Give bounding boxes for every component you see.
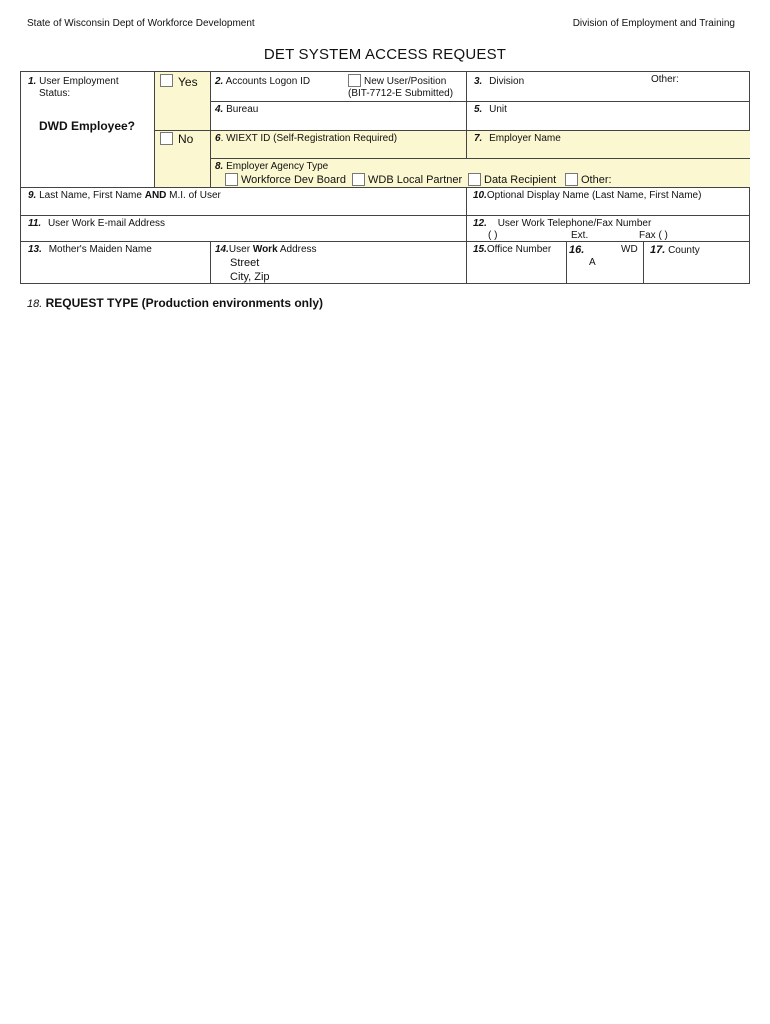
wdb-label: Workforce Dev Board (241, 174, 346, 186)
data-recipient-checkbox[interactable] (468, 173, 481, 186)
dwd-employee-question: DWD Employee? (39, 119, 136, 133)
header-agency: State of Wisconsin Dept of Workforce Development (27, 18, 255, 29)
section-18-heading: 18. REQUEST TYPE (Production environments only) (27, 296, 323, 310)
division-other-label: Other: (651, 74, 679, 85)
divider (210, 158, 750, 159)
new-user-label: New User/Position (364, 76, 447, 87)
divider (21, 215, 750, 216)
field-5-label: 5. Unit (474, 104, 507, 115)
phone-ext-label: Ext. (571, 230, 589, 241)
header-division: Division of Employment and Training (572, 18, 735, 29)
agency-other-checkbox[interactable] (565, 173, 578, 186)
field-1-label: 1. User Employment Status: (28, 76, 119, 99)
divider (466, 187, 467, 284)
wdb-checkbox[interactable] (225, 173, 238, 186)
agency-other-label: Other: (581, 174, 612, 186)
field-12-label: 12. User Work Telephone/Fax Number (473, 218, 652, 229)
divider (210, 241, 211, 284)
yes-checkbox[interactable] (160, 74, 173, 87)
divider (643, 241, 644, 284)
wdb-local-label: WDB Local Partner (368, 174, 463, 186)
field-16-label: 16. (569, 244, 585, 256)
phone-area-code: ( ) (488, 230, 498, 241)
field-15-label: 15.Office Number (473, 244, 552, 255)
field-8-label: 8. Employer Agency Type (215, 161, 329, 172)
wda-label-wd: WD (621, 244, 638, 255)
field-4-label: 4. Bureau (215, 104, 259, 115)
divider (154, 130, 750, 131)
divider (466, 72, 467, 158)
field-7-label: 7. Employer Name (474, 133, 561, 144)
field-6-label: 6. WIEXT ID (Self-Registration Required) (215, 133, 398, 144)
field-2-label: 2. Accounts Logon ID (215, 76, 311, 87)
field-3-label: 3. Division (474, 76, 525, 87)
wdb-local-checkbox[interactable] (352, 173, 365, 186)
city-zip-label: City, Zip (230, 271, 270, 283)
field-9-label: 9. Last Name, First Name AND M.I. of User (28, 190, 221, 201)
divider (566, 241, 567, 284)
divider (210, 101, 750, 102)
wda-label-a: A (589, 257, 596, 268)
no-label: No (178, 132, 194, 146)
field-11-label: 11. User Work E-mail Address (28, 218, 166, 229)
field-14-label: 14.User Work Address (215, 244, 317, 255)
field-13-label: 13. Mother's Maiden Name (28, 244, 152, 255)
data-recipient-label: Data Recipient (484, 174, 557, 186)
field-17-label: 17. County (650, 244, 700, 256)
no-checkbox[interactable] (160, 132, 173, 145)
yes-label: Yes (178, 75, 198, 89)
street-label: Street (230, 257, 260, 269)
fax-label: Fax ( ) (639, 230, 668, 241)
access-request-form (20, 71, 750, 284)
bit-note: (BIT-7712-E Submitted) (348, 88, 454, 99)
form-title: DET SYSTEM ACCESS REQUEST (263, 46, 507, 63)
new-user-checkbox[interactable] (348, 74, 361, 87)
divider (21, 187, 750, 188)
field-10-label: 10.Optional Display Name (Last Name, First Name) (473, 190, 702, 201)
